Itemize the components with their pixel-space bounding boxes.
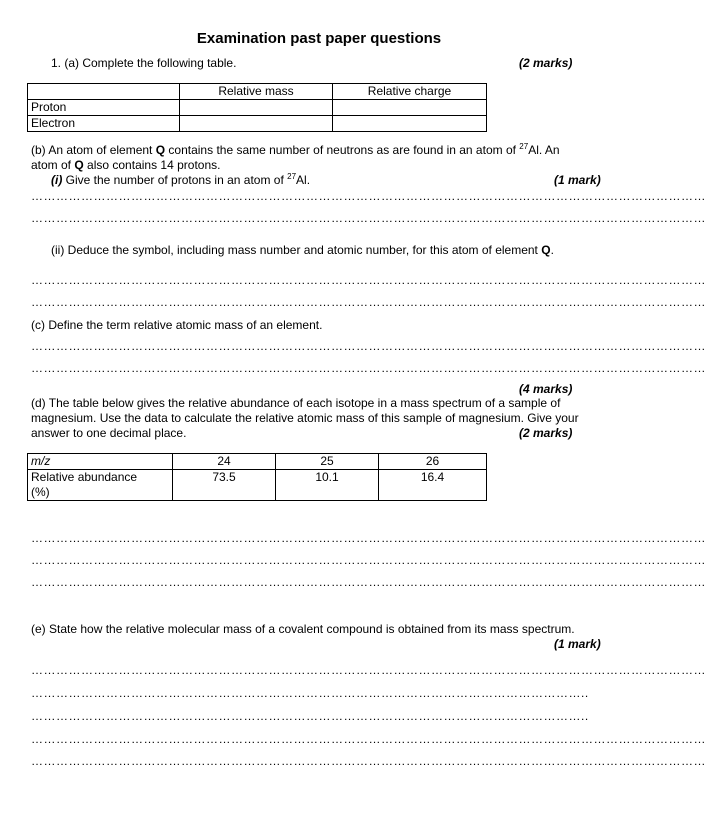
answer-line[interactable]: …………………………………………………………………………………………………………………….. xyxy=(31,686,589,700)
question-1b-line1: (b) An atom of element Q contains the same number of neutrons as are found in an atom of $^{27}$Al. An xyxy=(31,142,560,157)
table-row xyxy=(28,116,487,132)
question-1b-i-marks: (1 mark) xyxy=(554,173,601,187)
question-1b-ii: (ii) Deduce the symbol, including mass number and atomic number, for this atom of element Q. xyxy=(51,243,554,257)
answer-line[interactable]: ……………………………………………………………………………………………………………………………………………… xyxy=(31,531,706,545)
question-1e-marks: (1 mark) xyxy=(554,637,601,651)
table-row xyxy=(28,454,487,470)
question-1d-marks: (2 marks) xyxy=(519,426,573,440)
answer-line[interactable]: ……………………………………………………………………………………………………………………………………………… xyxy=(31,553,706,567)
answer-line[interactable]: ……………………………………………………………………………………………………………………………………………… xyxy=(31,189,706,203)
table-header-relative-mass: Relative mass xyxy=(180,84,333,100)
table-header-relative-charge: Relative charge xyxy=(333,84,487,100)
question-1c-prompt: (c) Define the term relative atomic mass of an element. xyxy=(31,318,323,332)
question-1b-i: (i) Give the number of protons in an atom of $^{27}$Al. xyxy=(51,172,311,187)
answer-line[interactable]: ……………………………………………………………………………………………………………………………………………… xyxy=(31,663,706,677)
question-1e-prompt: (e) State how the relative molecular mass of a covalent compound is obtained from its mass spectrum. xyxy=(31,622,575,636)
table-header-24: 24 xyxy=(173,454,276,470)
table-header-26: 26 xyxy=(379,454,487,470)
answer-cell[interactable] xyxy=(333,100,487,116)
answer-line[interactable]: ……………………………………………………………………………………………………………………………………………… xyxy=(31,211,706,225)
question-1d-line3: answer to one decimal place. xyxy=(31,426,187,440)
page-title: Examination past paper questions xyxy=(196,30,442,47)
answer-line[interactable]: ……………………………………………………………………………………………………………………………………………… xyxy=(31,339,706,353)
isotope-table xyxy=(27,453,487,501)
question-1d-line1: (d) The table below gives the relative abundance of each isotope in a mass spectrum of a sample of xyxy=(31,396,561,410)
table-row xyxy=(28,470,487,501)
table-row xyxy=(28,84,487,100)
table-row-label-abundance: Relative abundance (%) xyxy=(28,470,173,501)
question-1a-prompt: 1. (a) Complete the following table. xyxy=(51,56,237,70)
question-1a-marks: (2 marks) xyxy=(519,56,573,70)
question-1d-line2: magnesium. Use the data to calculate the relative atomic mass of this sample of magnesium. Give your xyxy=(31,411,579,425)
answer-line[interactable]: …………………………………………………………………………………………………………………….. xyxy=(31,709,589,723)
table-row-label-electron: Electron xyxy=(28,116,180,132)
table-header-mz: m/z xyxy=(28,454,173,470)
table-cell: 16.4 xyxy=(379,470,487,501)
answer-line[interactable]: ……………………………………………………………………………………………………………………………………………… xyxy=(31,732,706,746)
answer-line[interactable]: ……………………………………………………………………………………………………………………………………………… xyxy=(31,295,706,309)
answer-line[interactable]: ……………………………………………………………………………………………………………………………………………… xyxy=(31,361,706,375)
table-row-label-proton: Proton xyxy=(28,100,180,116)
answer-line[interactable]: ……………………………………………………………………………………………………………………………………………… xyxy=(31,273,706,287)
answer-line[interactable]: ……………………………………………………………………………………………………………………………………………… xyxy=(31,575,706,589)
table-header-25: 25 xyxy=(276,454,379,470)
answer-line[interactable]: ……………………………………………………………………………………………………………………………………………… xyxy=(31,754,706,768)
question-1b-line2: atom of Q also contains 14 protons. xyxy=(31,158,221,172)
table-cell xyxy=(28,84,180,100)
table-cell: 73.5 xyxy=(173,470,276,501)
answer-cell[interactable] xyxy=(180,100,333,116)
question-1c-marks: (4 marks) xyxy=(519,382,573,396)
answer-cell[interactable] xyxy=(333,116,487,132)
answer-cell[interactable] xyxy=(180,116,333,132)
table-cell: 10.1 xyxy=(276,470,379,501)
particle-table xyxy=(27,83,487,132)
table-row xyxy=(28,100,487,116)
